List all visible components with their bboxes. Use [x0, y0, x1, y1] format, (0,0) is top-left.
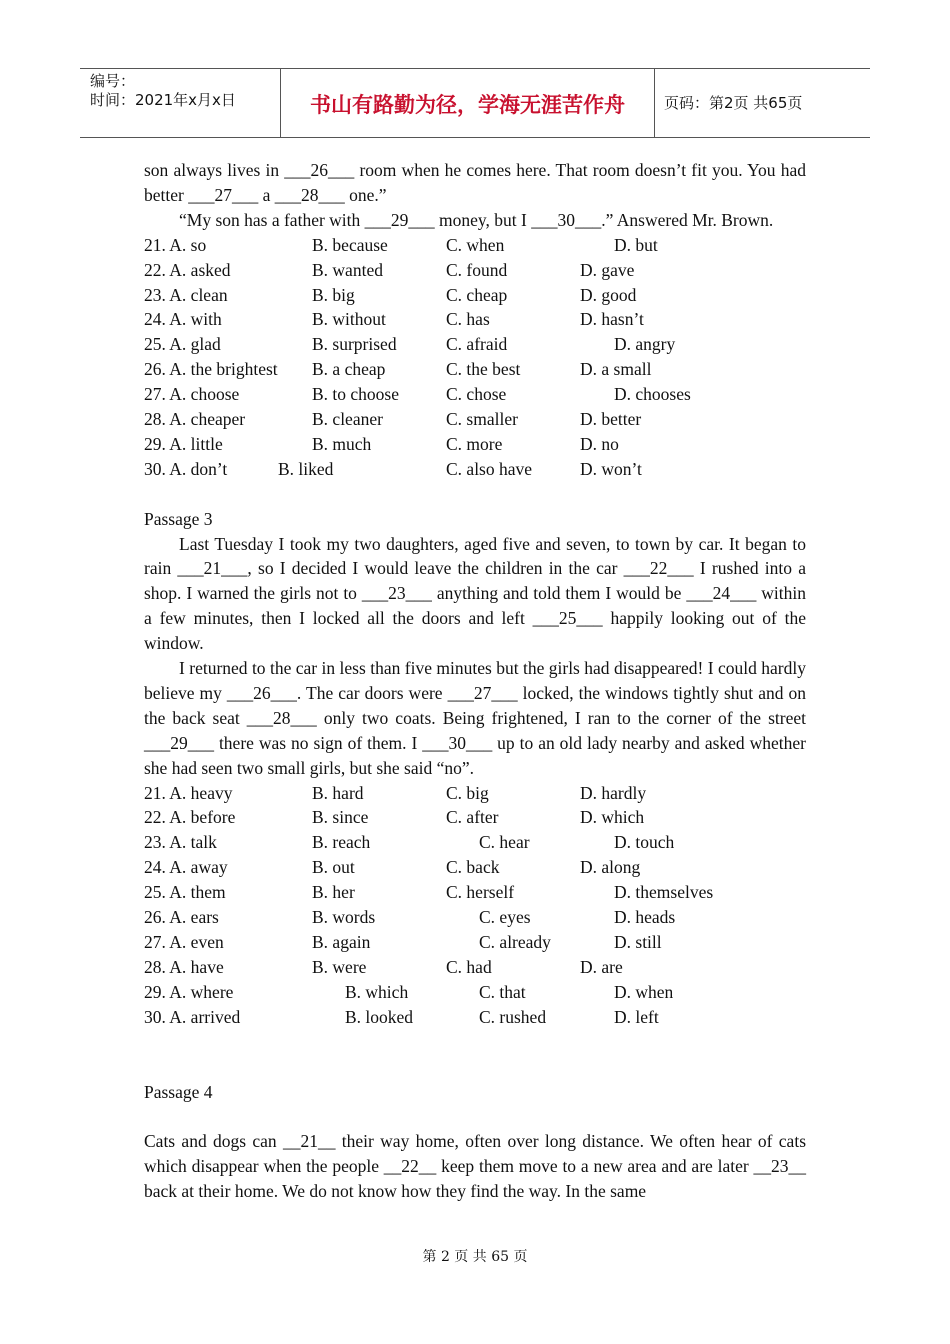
option-item: D. but: [614, 234, 658, 255]
option-item: C. the best: [446, 359, 521, 380]
option-item: C. herself: [446, 882, 515, 903]
option-item: B. much: [312, 433, 372, 454]
motto: 书山有路勤为径，学海无涯苦作舟: [310, 93, 625, 117]
passage3-options: [144, 781, 806, 1030]
option-item: 21. A. so: [144, 234, 207, 255]
option-item: 24. A. away: [144, 857, 228, 878]
option-item: D. hardly: [580, 782, 647, 803]
option-row: [144, 905, 806, 930]
option-row: [144, 1005, 806, 1030]
option-item: 30. A. arrived: [144, 1006, 241, 1027]
passage4-title: Passage 4: [144, 1081, 213, 1102]
option-item: D. still: [614, 931, 662, 952]
option-item: C. smaller: [446, 408, 518, 429]
document-header: [80, 68, 870, 138]
option-item: 21. A. heavy: [144, 782, 233, 803]
option-item: B. her: [312, 882, 355, 903]
option-item: B. cleaner: [312, 408, 383, 429]
option-item: B. which: [345, 981, 409, 1002]
option-item: D. won’t: [580, 458, 642, 479]
option-item: C. hear: [479, 832, 530, 853]
option-item: C. already: [479, 931, 551, 952]
option-item: B. looked: [345, 1006, 414, 1027]
option-item: 23. A. talk: [144, 832, 217, 853]
option-item: B. surprised: [312, 334, 397, 355]
option-item: B. a cheap: [312, 359, 386, 380]
option-row: [144, 781, 806, 806]
option-item: B. hard: [312, 782, 364, 803]
time-label: 时间：2021年x月x日: [90, 91, 236, 109]
option-item: C. also have: [446, 458, 533, 479]
option-row: [144, 382, 806, 407]
option-item: B. were: [312, 956, 367, 977]
passage2-paragraph: son always lives in ___26___ room when he comes here. That room doesn’t fit you. You had better ___27___ a ___28___ one.”: [144, 160, 806, 205]
option-item: B. wanted: [312, 259, 383, 280]
passage3-paragraph: Last Tuesday I took my two daughters, aged five and seven, to town by car. It began to rain ___21___, so I decided I would leave the children in the car ___22___ I rushed into a shop. I warned the girls not to ___23___ anything and told them I would be ___24___ within a few minutes, then I locked all the doors and left ___25___ happily looking out of the window.: [144, 533, 806, 654]
option-row: [144, 283, 806, 308]
number-label: 编号：: [90, 72, 136, 90]
option-item: D. chooses: [614, 384, 691, 405]
option-item: C. eyes: [479, 907, 531, 928]
option-row: [144, 432, 806, 457]
option-item: D. gave: [580, 259, 635, 280]
option-item: B. words: [312, 907, 376, 928]
page-info: 页码：第2页 共65页: [664, 94, 803, 112]
option-item: D. when: [614, 981, 674, 1002]
option-item: 22. A. asked: [144, 259, 231, 280]
option-item: D. better: [580, 408, 642, 429]
option-item: B. because: [312, 234, 388, 255]
option-row: [144, 880, 806, 905]
option-item: 29. A. where: [144, 981, 234, 1002]
option-item: C. when: [446, 234, 505, 255]
passage4-paragraph: Cats and dogs can __21__ their way home, often over long distance. We often hear of cats which disappear when the people __22__ keep them move to a new area and are later __23__ back at their home. We do not know how they find the way. In the same: [144, 1131, 806, 1202]
option-item: D. heads: [614, 907, 676, 928]
option-item: B. liked: [278, 458, 334, 479]
option-item: 26. A. the brightest: [144, 359, 278, 380]
option-item: C. afraid: [446, 334, 508, 355]
option-item: D. are: [580, 956, 623, 977]
option-item: 26. A. ears: [144, 907, 219, 928]
option-item: 30. A. don’t: [144, 458, 228, 479]
option-item: C. found: [446, 259, 508, 280]
option-item: B. out: [312, 857, 355, 878]
option-row: [144, 955, 806, 980]
option-item: D. left: [614, 1006, 659, 1027]
option-item: B. since: [312, 807, 369, 828]
option-item: B. reach: [312, 832, 371, 853]
option-item: D. a small: [580, 359, 652, 380]
option-row: [144, 332, 806, 357]
passage3-paragraph: I returned to the car in less than five minutes but the girls had disappeared! I could hardly believe my ___26___. The car doors were ___27___ locked, the windows tightly shut and on the back seat ___28___ only two coats. Being frightened, I ran to the corner of the street ___29___ there was no sign of them. I ___30___ up to an old lady nearby and asked whether she had seen two small girls, but she said “no”.: [144, 658, 806, 778]
option-item: 28. A. cheaper: [144, 408, 246, 429]
option-item: D. hasn’t: [580, 309, 644, 330]
header-meta-cell: [80, 69, 281, 137]
option-item: C. more: [446, 433, 503, 454]
option-item: C. after: [446, 807, 499, 828]
option-item: D. touch: [614, 832, 675, 853]
option-item: D. which: [580, 807, 645, 828]
option-row: [144, 930, 806, 955]
option-item: D. along: [580, 857, 641, 878]
option-item: B. again: [312, 931, 371, 952]
page-footer: 第 2 页 共 65 页: [422, 1249, 528, 1265]
option-item: C. cheap: [446, 284, 508, 305]
option-item: C. back: [446, 857, 500, 878]
option-item: C. chose: [446, 384, 507, 405]
option-row: [144, 830, 806, 855]
header-motto-cell: [281, 69, 655, 137]
option-item: 22. A. before: [144, 807, 236, 828]
option-item: B. big: [312, 284, 355, 305]
option-item: 27. A. even: [144, 931, 224, 952]
option-row: [144, 233, 806, 258]
passage2-paragraph: “My son has a father with ___29___ money, but I ___30___.” Answered Mr. Brown.: [179, 209, 774, 230]
option-item: 29. A. little: [144, 433, 223, 454]
option-item: D. angry: [614, 334, 676, 355]
option-row: [144, 258, 806, 283]
option-row: [144, 805, 806, 830]
option-item: 24. A. with: [144, 309, 222, 330]
option-item: 25. A. them: [144, 882, 226, 903]
option-row: [144, 357, 806, 382]
option-row: [144, 307, 806, 332]
option-item: C. that: [479, 981, 526, 1002]
option-item: B. without: [312, 309, 386, 330]
option-item: D. themselves: [614, 882, 714, 903]
option-item: C. rushed: [479, 1006, 547, 1027]
option-item: C. has: [446, 309, 490, 330]
option-item: 28. A. have: [144, 956, 224, 977]
passage2-options: [144, 233, 806, 482]
option-item: D. good: [580, 284, 637, 305]
option-item: B. to choose: [312, 384, 400, 405]
passage3-title: Passage 3: [144, 508, 213, 529]
option-row: [144, 407, 806, 432]
option-item: 27. A. choose: [144, 384, 240, 405]
option-item: C. had: [446, 956, 492, 977]
header-page-cell: [655, 69, 870, 137]
option-row: [144, 980, 806, 1005]
option-item: D. no: [580, 433, 619, 454]
option-row: [144, 457, 806, 482]
document-body: [144, 158, 806, 1204]
option-item: 23. A. clean: [144, 284, 228, 305]
option-row: [144, 855, 806, 880]
option-item: C. big: [446, 782, 489, 803]
option-item: 25. A. glad: [144, 334, 221, 355]
